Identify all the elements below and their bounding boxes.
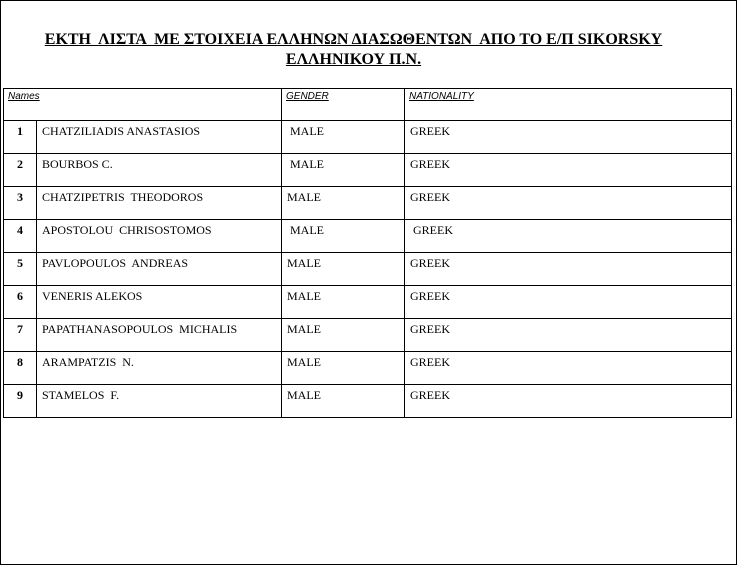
- column-header-nationality: NATIONALITY: [405, 89, 732, 121]
- row-name: PAPATHANASOPOULOS MICHALIS: [37, 319, 282, 352]
- table-header-row: [4, 89, 732, 121]
- table-row: [4, 253, 732, 286]
- row-gender: MALE: [282, 220, 405, 253]
- row-nationality: GREEK: [405, 187, 732, 220]
- row-gender: MALE: [282, 319, 405, 352]
- column-header-names: Names: [4, 89, 282, 121]
- column-header-gender: GENDER: [282, 89, 405, 121]
- row-gender: MALE: [282, 121, 405, 154]
- row-gender: MALE: [282, 385, 405, 418]
- row-gender: MALE: [282, 187, 405, 220]
- row-nationality: GREEK: [405, 253, 732, 286]
- row-number: 6: [4, 286, 37, 319]
- row-nationality: GREEK: [405, 385, 732, 418]
- row-number: 8: [4, 352, 37, 385]
- row-nationality: GREEK: [405, 154, 732, 187]
- table-row: [4, 154, 732, 187]
- row-name: ARAMPATZIS N.: [37, 352, 282, 385]
- row-number: 4: [4, 220, 37, 253]
- row-nationality: GREEK: [405, 319, 732, 352]
- row-name: BOURBOS C.: [37, 154, 282, 187]
- table-row: [4, 121, 732, 154]
- row-gender: MALE: [282, 286, 405, 319]
- row-number: 5: [4, 253, 37, 286]
- row-number: 2: [4, 154, 37, 187]
- row-gender: MALE: [282, 253, 405, 286]
- row-name: STAMELOS F.: [37, 385, 282, 418]
- row-nationality: GREEK: [405, 121, 732, 154]
- row-number: 3: [4, 187, 37, 220]
- row-name: APOSTOLOU CHRISOSTOMOS: [37, 220, 282, 253]
- title-line-1: ΕΚΤΗ ΛΙΣΤΑ ΜΕ ΣΤΟΙΧΕΙΑ ΕΛΛΗΝΩΝ ΔΙΑΣΩΘΕΝΤΩΝ ΑΠΟ ΤΟ Ε/Π SIKORSKY: [44, 31, 663, 48]
- row-nationality: GREEK: [405, 352, 732, 385]
- document-title: [21, 30, 686, 70]
- row-nationality: GREEK: [405, 286, 732, 319]
- table-row: [4, 352, 732, 385]
- row-nationality: GREEK: [405, 220, 732, 253]
- row-number: 9: [4, 385, 37, 418]
- row-gender: MALE: [282, 352, 405, 385]
- table-row: [4, 286, 732, 319]
- row-gender: MALE: [282, 154, 405, 187]
- table-row: [4, 220, 732, 253]
- row-number: 1: [4, 121, 37, 154]
- row-name: PAVLOPOULOS ANDREAS: [37, 253, 282, 286]
- row-name: VENERIS ALEKOS: [37, 286, 282, 319]
- table-row: [4, 319, 732, 352]
- survivors-table: [3, 88, 732, 418]
- row-name: CHATZILIADIS ANASTASIOS: [37, 121, 282, 154]
- title-line-2: ΕΛΛΗΝΙΚΟΥ Π.Ν.: [285, 51, 422, 68]
- table-row: [4, 385, 732, 418]
- table-row: [4, 187, 732, 220]
- row-number: 7: [4, 319, 37, 352]
- row-name: CHATZIPETRIS THEODOROS: [37, 187, 282, 220]
